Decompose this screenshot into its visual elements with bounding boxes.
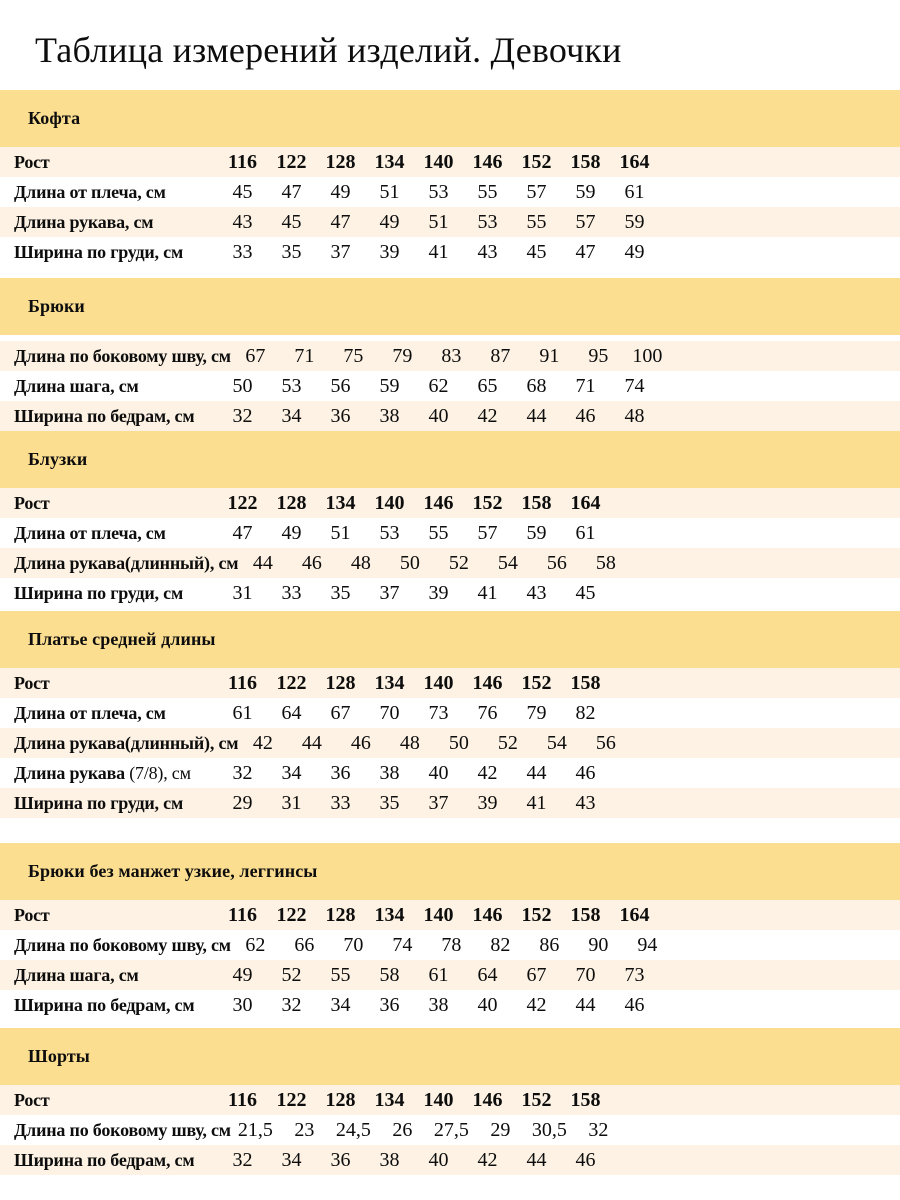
size-header-cell: 146 bbox=[472, 150, 503, 173]
header-row bbox=[0, 488, 900, 518]
value-cell: 37 bbox=[428, 791, 449, 814]
value-cell: 27,5 bbox=[433, 1118, 469, 1141]
row-label bbox=[0, 583, 218, 604]
value-cell: 49 bbox=[330, 180, 351, 203]
row-label-text: Рост bbox=[14, 492, 50, 513]
value-cell: 44 bbox=[252, 551, 273, 574]
product-section bbox=[0, 278, 900, 431]
value-cell: 44 bbox=[575, 993, 596, 1016]
value-cell: 52 bbox=[497, 731, 518, 754]
value-cell: 71 bbox=[575, 374, 596, 397]
value-cell: 86 bbox=[539, 933, 560, 956]
size-header-cell: 146 bbox=[423, 491, 454, 514]
row-label-text: Длина по боковому шву, см bbox=[14, 1119, 231, 1140]
row-label bbox=[0, 905, 218, 926]
value-cell: 39 bbox=[428, 581, 449, 604]
row-label-text: Длина от плеча, см bbox=[14, 522, 166, 543]
size-header-cell: 128 bbox=[325, 671, 356, 694]
size-header-cell: 122 bbox=[276, 150, 307, 173]
value-cell: 53 bbox=[379, 521, 400, 544]
value-cell: 47 bbox=[281, 180, 302, 203]
measurement-table bbox=[0, 341, 900, 431]
size-header-cell: 158 bbox=[570, 903, 601, 926]
row-label-text: Рост bbox=[14, 672, 50, 693]
value-cell: 55 bbox=[526, 210, 547, 233]
value-cell: 82 bbox=[490, 933, 511, 956]
size-header-cell: 158 bbox=[570, 671, 601, 694]
value-cell: 31 bbox=[281, 791, 302, 814]
value-cell: 87 bbox=[490, 344, 511, 367]
row-label-text: Длина от плеча, см bbox=[14, 702, 166, 723]
value-cell: 59 bbox=[624, 210, 645, 233]
value-cell: 32 bbox=[232, 404, 253, 427]
size-header-cell: 158 bbox=[521, 491, 552, 514]
value-cell: 67 bbox=[526, 963, 547, 986]
value-cell: 49 bbox=[232, 963, 253, 986]
value-cell: 41 bbox=[477, 581, 498, 604]
row-label bbox=[0, 763, 218, 784]
size-header-cell: 152 bbox=[521, 671, 552, 694]
size-header-cell: 152 bbox=[521, 1088, 552, 1111]
value-cell: 38 bbox=[379, 404, 400, 427]
value-cell: 51 bbox=[379, 180, 400, 203]
section-title: Брюки bbox=[28, 296, 85, 316]
value-cell: 47 bbox=[575, 240, 596, 263]
measurement-table bbox=[0, 147, 900, 267]
value-cell: 34 bbox=[281, 404, 302, 427]
value-cell: 91 bbox=[539, 344, 560, 367]
value-cell: 61 bbox=[575, 521, 596, 544]
measurement-table bbox=[0, 668, 900, 818]
value-cell: 32 bbox=[588, 1118, 609, 1141]
section-title: Брюки без манжет узкие, леггинсы bbox=[28, 861, 318, 881]
value-cell: 48 bbox=[624, 404, 645, 427]
value-cell: 43 bbox=[477, 240, 498, 263]
value-cell: 43 bbox=[575, 791, 596, 814]
size-header-cell: 164 bbox=[619, 150, 650, 173]
size-header-cell: 152 bbox=[472, 491, 503, 514]
value-cell: 46 bbox=[350, 731, 371, 754]
value-cell: 61 bbox=[624, 180, 645, 203]
value-cell: 58 bbox=[379, 963, 400, 986]
row-label-text: Длина рукава bbox=[14, 762, 125, 783]
row-label-text: Ширина по бедрам, см bbox=[14, 1149, 195, 1170]
value-cell: 90 bbox=[588, 933, 609, 956]
value-cell: 71 bbox=[294, 344, 315, 367]
value-cell: 74 bbox=[624, 374, 645, 397]
size-header-cell: 158 bbox=[570, 1088, 601, 1111]
value-cell: 45 bbox=[526, 240, 547, 263]
row-label bbox=[0, 553, 238, 574]
size-header-cell: 140 bbox=[423, 1088, 454, 1111]
value-cell: 41 bbox=[428, 240, 449, 263]
value-cell: 50 bbox=[399, 551, 420, 574]
value-cell: 49 bbox=[281, 521, 302, 544]
measurement-table bbox=[0, 900, 900, 1020]
value-cell: 79 bbox=[526, 701, 547, 724]
value-cell: 44 bbox=[526, 1148, 547, 1171]
value-cell: 100 bbox=[632, 344, 663, 367]
row-label-text: Длина от плеча, см bbox=[14, 181, 166, 202]
row-label-text: Ширина по бедрам, см bbox=[14, 405, 195, 426]
product-section bbox=[0, 1028, 900, 1175]
row-label-text: Рост bbox=[14, 1089, 50, 1110]
header-row bbox=[0, 668, 900, 698]
size-header-cell: 146 bbox=[472, 671, 503, 694]
value-cell: 35 bbox=[330, 581, 351, 604]
row-label bbox=[0, 1150, 218, 1171]
row-label-suffix: (7/8), см bbox=[124, 762, 191, 783]
value-cell: 34 bbox=[281, 1148, 302, 1171]
value-cell: 45 bbox=[232, 180, 253, 203]
value-cell: 46 bbox=[575, 1148, 596, 1171]
measurement-row bbox=[0, 207, 900, 237]
value-cell: 38 bbox=[379, 761, 400, 784]
value-cell: 33 bbox=[281, 581, 302, 604]
row-label-text: Ширина по бедрам, см bbox=[14, 994, 195, 1015]
value-cell: 29 bbox=[490, 1118, 511, 1141]
row-label bbox=[0, 346, 231, 367]
value-cell: 56 bbox=[330, 374, 351, 397]
product-section bbox=[0, 843, 900, 1020]
value-cell: 61 bbox=[428, 963, 449, 986]
value-cell: 54 bbox=[546, 731, 567, 754]
value-cell: 44 bbox=[301, 731, 322, 754]
measurement-row bbox=[0, 728, 900, 758]
value-cell: 59 bbox=[526, 521, 547, 544]
value-cell: 32 bbox=[232, 1148, 253, 1171]
row-label-text: Ширина по груди, см bbox=[14, 792, 184, 813]
value-cell: 36 bbox=[330, 1148, 351, 1171]
section-title: Платье средней длины bbox=[28, 629, 216, 649]
size-header-cell: 116 bbox=[228, 150, 257, 173]
measurement-row bbox=[0, 341, 900, 371]
value-cell: 47 bbox=[330, 210, 351, 233]
section-title: Кофта bbox=[28, 108, 81, 128]
size-header-cell: 140 bbox=[423, 903, 454, 926]
value-cell: 42 bbox=[477, 404, 498, 427]
value-cell: 75 bbox=[343, 344, 364, 367]
value-cell: 42 bbox=[526, 993, 547, 1016]
measurement-row bbox=[0, 578, 900, 608]
size-header-cell: 134 bbox=[374, 903, 405, 926]
section-band bbox=[0, 278, 900, 335]
section-title: Шорты bbox=[28, 1046, 90, 1066]
value-cell: 65 bbox=[477, 374, 498, 397]
measurement-row bbox=[0, 1115, 900, 1145]
value-cell: 52 bbox=[448, 551, 469, 574]
size-header-cell: 164 bbox=[619, 903, 650, 926]
value-cell: 30,5 bbox=[531, 1118, 567, 1141]
value-cell: 33 bbox=[232, 240, 253, 263]
measurement-row bbox=[0, 177, 900, 207]
size-header-cell: 146 bbox=[472, 903, 503, 926]
value-cell: 24,5 bbox=[335, 1118, 371, 1141]
value-cell: 70 bbox=[379, 701, 400, 724]
value-cell: 56 bbox=[595, 731, 616, 754]
value-cell: 34 bbox=[281, 761, 302, 784]
row-label-text: Длина рукава(длинный), см bbox=[14, 552, 239, 573]
value-cell: 36 bbox=[379, 993, 400, 1016]
value-cell: 53 bbox=[281, 374, 302, 397]
section-band bbox=[0, 90, 900, 147]
value-cell: 56 bbox=[546, 551, 567, 574]
value-cell: 38 bbox=[379, 1148, 400, 1171]
header-row bbox=[0, 1085, 900, 1115]
value-cell: 37 bbox=[330, 240, 351, 263]
row-label-text: Длина рукава(длинный), см bbox=[14, 732, 239, 753]
row-label-text: Ширина по груди, см bbox=[14, 582, 184, 603]
value-cell: 39 bbox=[477, 791, 498, 814]
row-label bbox=[0, 793, 218, 814]
value-cell: 70 bbox=[343, 933, 364, 956]
value-cell: 49 bbox=[624, 240, 645, 263]
value-cell: 53 bbox=[428, 180, 449, 203]
value-cell: 42 bbox=[252, 731, 273, 754]
value-cell: 43 bbox=[526, 581, 547, 604]
value-cell: 46 bbox=[301, 551, 322, 574]
measurement-table bbox=[0, 488, 900, 608]
value-cell: 67 bbox=[330, 701, 351, 724]
value-cell: 57 bbox=[526, 180, 547, 203]
measurement-table bbox=[0, 1085, 900, 1175]
size-header-cell: 122 bbox=[276, 903, 307, 926]
product-section bbox=[0, 611, 900, 818]
row-label bbox=[0, 212, 218, 233]
value-cell: 66 bbox=[294, 933, 315, 956]
value-cell: 23 bbox=[294, 1118, 315, 1141]
row-label bbox=[0, 703, 218, 724]
value-cell: 37 bbox=[379, 581, 400, 604]
value-cell: 26 bbox=[392, 1118, 413, 1141]
value-cell: 62 bbox=[428, 374, 449, 397]
measurement-row bbox=[0, 698, 900, 728]
row-label bbox=[0, 152, 218, 173]
row-label-text: Длина по боковому шву, см bbox=[14, 345, 231, 366]
value-cell: 41 bbox=[526, 791, 547, 814]
size-header-cell: 134 bbox=[374, 150, 405, 173]
measurement-row bbox=[0, 930, 900, 960]
row-label-text: Длина шага, см bbox=[14, 375, 139, 396]
row-label-text: Длина шага, см bbox=[14, 964, 139, 985]
value-cell: 82 bbox=[575, 701, 596, 724]
value-cell: 45 bbox=[575, 581, 596, 604]
size-header-cell: 158 bbox=[570, 150, 601, 173]
measurement-row bbox=[0, 990, 900, 1020]
value-cell: 35 bbox=[379, 791, 400, 814]
value-cell: 42 bbox=[477, 1148, 498, 1171]
value-cell: 40 bbox=[428, 1148, 449, 1171]
row-label bbox=[0, 733, 238, 754]
value-cell: 68 bbox=[526, 374, 547, 397]
value-cell: 79 bbox=[392, 344, 413, 367]
value-cell: 46 bbox=[575, 404, 596, 427]
section-band bbox=[0, 611, 900, 668]
value-cell: 52 bbox=[281, 963, 302, 986]
value-cell: 61 bbox=[232, 701, 253, 724]
sections-container bbox=[0, 90, 900, 1175]
value-cell: 39 bbox=[379, 240, 400, 263]
size-header-cell: 128 bbox=[276, 491, 307, 514]
row-label-text: Рост bbox=[14, 151, 50, 172]
size-header-cell: 140 bbox=[423, 150, 454, 173]
value-cell: 38 bbox=[428, 993, 449, 1016]
row-label bbox=[0, 1090, 218, 1111]
size-header-cell: 116 bbox=[228, 1088, 257, 1111]
value-cell: 40 bbox=[477, 993, 498, 1016]
value-cell: 73 bbox=[428, 701, 449, 724]
size-header-cell: 146 bbox=[472, 1088, 503, 1111]
value-cell: 53 bbox=[477, 210, 498, 233]
value-cell: 50 bbox=[448, 731, 469, 754]
size-header-cell: 122 bbox=[276, 671, 307, 694]
value-cell: 62 bbox=[245, 933, 266, 956]
product-section bbox=[0, 90, 900, 267]
value-cell: 36 bbox=[330, 404, 351, 427]
value-cell: 35 bbox=[281, 240, 302, 263]
measurement-row bbox=[0, 371, 900, 401]
value-cell: 54 bbox=[497, 551, 518, 574]
size-header-cell: 164 bbox=[570, 491, 601, 514]
value-cell: 57 bbox=[575, 210, 596, 233]
size-header-cell: 140 bbox=[374, 491, 405, 514]
section-band bbox=[0, 843, 900, 900]
header-row bbox=[0, 147, 900, 177]
size-header-cell: 134 bbox=[374, 1088, 405, 1111]
value-cell: 40 bbox=[428, 404, 449, 427]
row-label bbox=[0, 995, 218, 1016]
row-label bbox=[0, 673, 218, 694]
value-cell: 55 bbox=[477, 180, 498, 203]
value-cell: 78 bbox=[441, 933, 462, 956]
size-header-cell: 116 bbox=[228, 671, 257, 694]
value-cell: 46 bbox=[575, 761, 596, 784]
value-cell: 64 bbox=[281, 701, 302, 724]
measurement-row bbox=[0, 758, 900, 788]
value-cell: 44 bbox=[526, 761, 547, 784]
row-label bbox=[0, 965, 218, 986]
row-label-text: Рост bbox=[14, 904, 50, 925]
product-section bbox=[0, 431, 900, 608]
value-cell: 59 bbox=[575, 180, 596, 203]
value-cell: 67 bbox=[245, 344, 266, 367]
value-cell: 29 bbox=[232, 791, 253, 814]
value-cell: 48 bbox=[350, 551, 371, 574]
row-label bbox=[0, 182, 218, 203]
header-row bbox=[0, 900, 900, 930]
size-header-cell: 128 bbox=[325, 150, 356, 173]
value-cell: 49 bbox=[379, 210, 400, 233]
value-cell: 59 bbox=[379, 374, 400, 397]
row-label bbox=[0, 242, 218, 263]
size-header-cell: 134 bbox=[374, 671, 405, 694]
row-label bbox=[0, 935, 231, 956]
value-cell: 48 bbox=[399, 731, 420, 754]
row-label-text: Длина по боковому шву, см bbox=[14, 934, 231, 955]
row-label bbox=[0, 376, 218, 397]
value-cell: 42 bbox=[477, 761, 498, 784]
value-cell: 30 bbox=[232, 993, 253, 1016]
value-cell: 76 bbox=[477, 701, 498, 724]
value-cell: 73 bbox=[624, 963, 645, 986]
row-label bbox=[0, 1120, 231, 1141]
value-cell: 43 bbox=[232, 210, 253, 233]
measurement-row bbox=[0, 960, 900, 990]
value-cell: 40 bbox=[428, 761, 449, 784]
measurement-row bbox=[0, 788, 900, 818]
size-header-cell: 152 bbox=[521, 903, 552, 926]
measurement-row bbox=[0, 518, 900, 548]
size-header-cell: 122 bbox=[276, 1088, 307, 1111]
value-cell: 74 bbox=[392, 933, 413, 956]
value-cell: 58 bbox=[595, 551, 616, 574]
section-band bbox=[0, 431, 900, 488]
value-cell: 57 bbox=[477, 521, 498, 544]
row-label-text: Длина рукава, см bbox=[14, 211, 154, 232]
value-cell: 94 bbox=[637, 933, 658, 956]
value-cell: 47 bbox=[232, 521, 253, 544]
value-cell: 64 bbox=[477, 963, 498, 986]
measurement-row bbox=[0, 1145, 900, 1175]
value-cell: 51 bbox=[428, 210, 449, 233]
section-title: Блузки bbox=[28, 449, 88, 469]
row-label-text: Ширина по груди, см bbox=[14, 241, 184, 262]
value-cell: 36 bbox=[330, 761, 351, 784]
row-label bbox=[0, 406, 218, 427]
row-label bbox=[0, 523, 218, 544]
value-cell: 44 bbox=[526, 404, 547, 427]
size-header-cell: 128 bbox=[325, 1088, 356, 1111]
value-cell: 51 bbox=[330, 521, 351, 544]
value-cell: 70 bbox=[575, 963, 596, 986]
size-header-cell: 116 bbox=[228, 903, 257, 926]
value-cell: 32 bbox=[232, 761, 253, 784]
value-cell: 83 bbox=[441, 344, 462, 367]
section-band bbox=[0, 1028, 900, 1085]
value-cell: 95 bbox=[588, 344, 609, 367]
value-cell: 50 bbox=[232, 374, 253, 397]
measurement-row bbox=[0, 548, 900, 578]
value-cell: 21,5 bbox=[237, 1118, 273, 1141]
size-header-cell: 128 bbox=[325, 903, 356, 926]
value-cell: 31 bbox=[232, 581, 253, 604]
size-header-cell: 152 bbox=[521, 150, 552, 173]
value-cell: 34 bbox=[330, 993, 351, 1016]
size-header-cell: 140 bbox=[423, 671, 454, 694]
value-cell: 46 bbox=[624, 993, 645, 1016]
value-cell: 33 bbox=[330, 791, 351, 814]
measurement-row bbox=[0, 401, 900, 431]
value-cell: 32 bbox=[281, 993, 302, 1016]
row-label bbox=[0, 493, 218, 514]
page-title: Таблица измерений изделий. Девочки bbox=[35, 30, 622, 70]
value-cell: 55 bbox=[330, 963, 351, 986]
measurement-row bbox=[0, 237, 900, 267]
value-cell: 55 bbox=[428, 521, 449, 544]
value-cell: 45 bbox=[281, 210, 302, 233]
size-header-cell: 134 bbox=[325, 491, 356, 514]
size-header-cell: 122 bbox=[227, 491, 258, 514]
